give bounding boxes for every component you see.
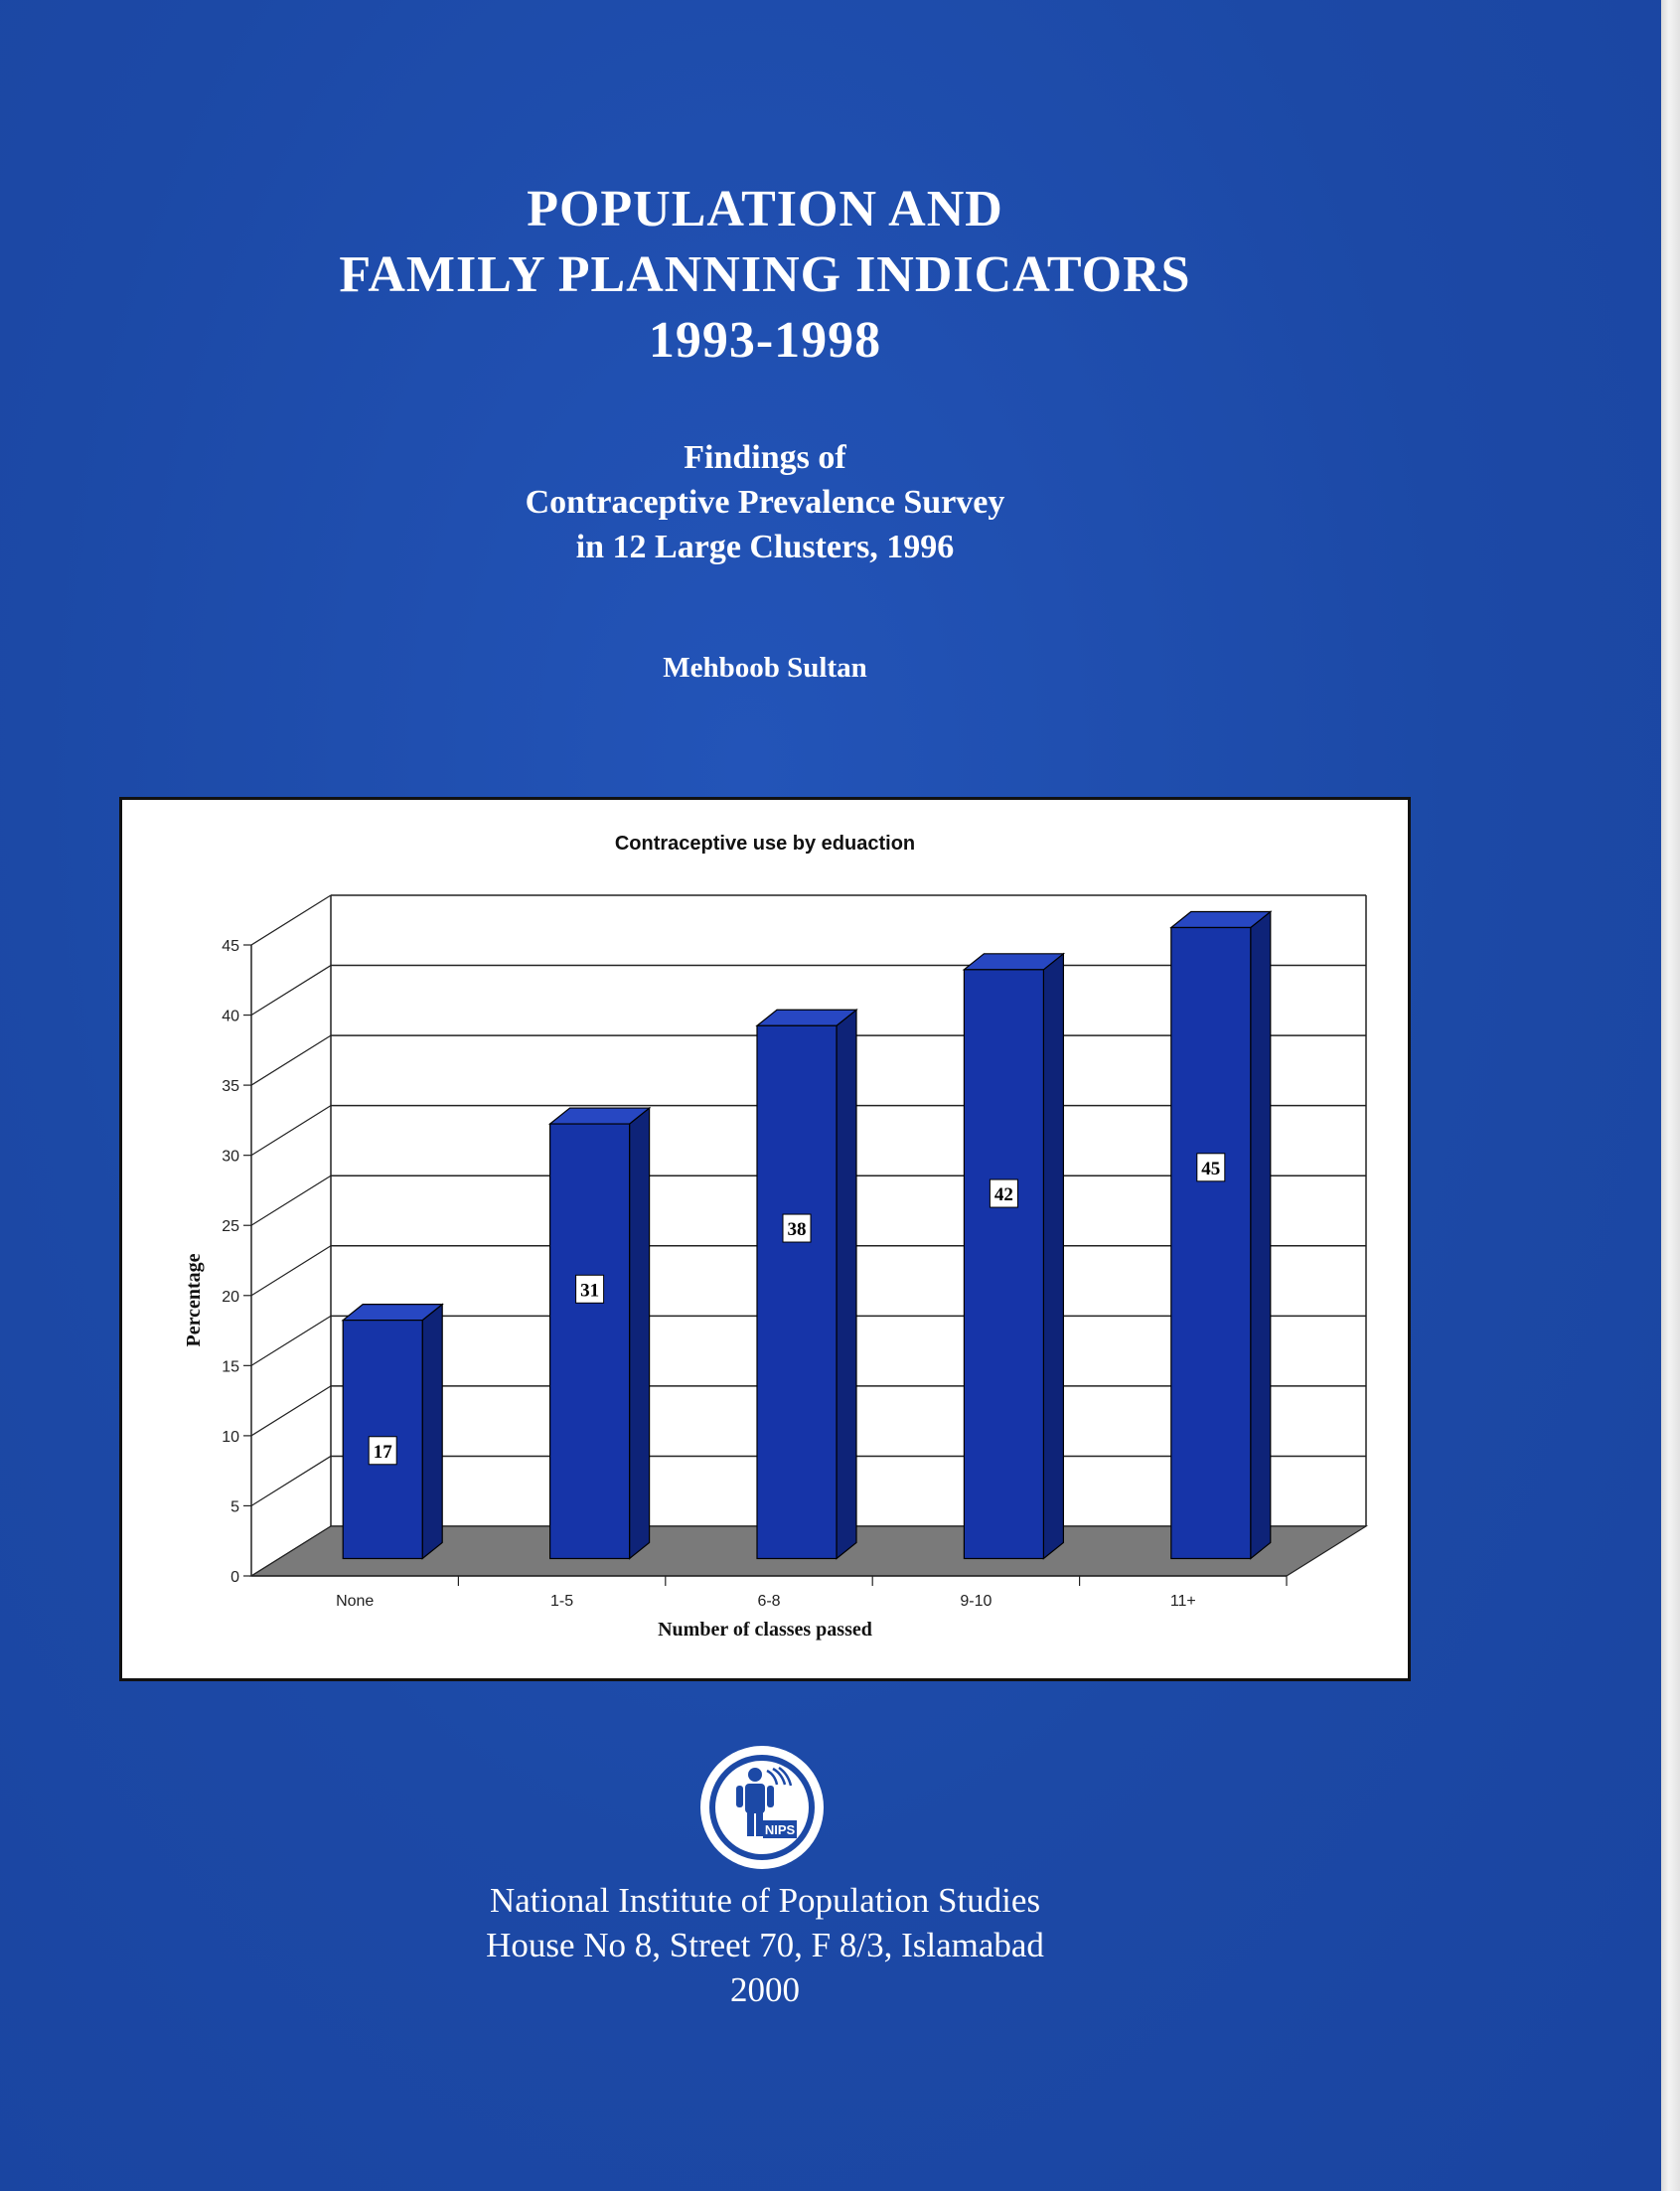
data-label: 42 (993, 1184, 1013, 1206)
side-wall-line (251, 1035, 331, 1085)
y-tick-label: 35 (222, 1078, 239, 1096)
data-label: 45 (1201, 1158, 1221, 1179)
y-tick-label: 25 (222, 1218, 239, 1236)
page-edge (1661, 0, 1680, 2191)
x-tick-label: None (336, 1593, 375, 1610)
y-tick-label: 15 (222, 1358, 239, 1376)
cover-title (0, 177, 1530, 374)
side-wall-line (251, 1316, 331, 1365)
bar (964, 970, 1043, 1559)
x-tick-label: 1-5 (550, 1593, 574, 1610)
y-tick-label: 0 (230, 1569, 239, 1586)
y-tick-label: 40 (222, 1008, 239, 1025)
bar-side (422, 1305, 442, 1559)
bar (550, 1124, 630, 1558)
author-name: Mehboob Sultan (663, 652, 867, 684)
publication-year: 2000 (730, 1970, 800, 2009)
y-axis-title: Percentage (183, 1253, 205, 1347)
y-tick-label: 30 (222, 1148, 239, 1166)
y-tick-label: 45 (222, 938, 239, 955)
logo-text: NIPS (764, 1822, 796, 1837)
publisher-name: National Institute of Population Studies (489, 1881, 1041, 1920)
publisher-info (0, 1878, 1530, 2012)
subtitle-line-2: Contraceptive Prevalence Survey (525, 484, 1005, 521)
title-line-1: POPULATION AND (527, 181, 1003, 237)
side-wall-line (251, 1456, 331, 1505)
title-line-2: FAMILY PLANNING INDICATORS (339, 246, 1191, 303)
x-axis-title: Number of classes passed (658, 1619, 872, 1641)
y-tick-label: 5 (230, 1498, 239, 1516)
side-wall-line (251, 1175, 331, 1225)
y-tick-label: 10 (222, 1428, 239, 1446)
cover-subtitle (0, 435, 1530, 569)
data-label: 17 (373, 1441, 392, 1463)
side-wall-line (251, 1386, 331, 1436)
chart-title: Contraceptive use by eduaction (614, 833, 916, 855)
y-tick-label: 20 (222, 1288, 239, 1306)
side-wall-line (251, 966, 331, 1016)
subtitle-line-3: in 12 Large Clusters, 1996 (575, 529, 955, 565)
x-tick-label: 9-10 (960, 1593, 993, 1610)
x-tick-label: 6-8 (757, 1593, 781, 1610)
title-line-3: 1993-1998 (648, 312, 882, 369)
bar-side (1043, 954, 1063, 1559)
bar-side (837, 1010, 856, 1558)
data-label: 31 (580, 1280, 600, 1302)
bar-side (1251, 912, 1271, 1559)
bar (1171, 928, 1251, 1559)
data-label: 38 (787, 1219, 807, 1241)
bar-side (630, 1108, 650, 1558)
side-wall-line (251, 1246, 331, 1296)
x-tick-label: 11+ (1169, 1593, 1196, 1610)
side-wall-line (251, 1106, 331, 1156)
side-wall-line (251, 895, 331, 945)
nips-logo (695, 1741, 829, 1874)
subtitle-line-1: Findings of (684, 439, 846, 476)
chart-panel (119, 797, 1411, 1681)
bar-chart (122, 800, 1408, 1678)
publisher-address: House No 8, Street 70, F 8/3, Islamabad (486, 1926, 1044, 1964)
bar (757, 1025, 837, 1558)
